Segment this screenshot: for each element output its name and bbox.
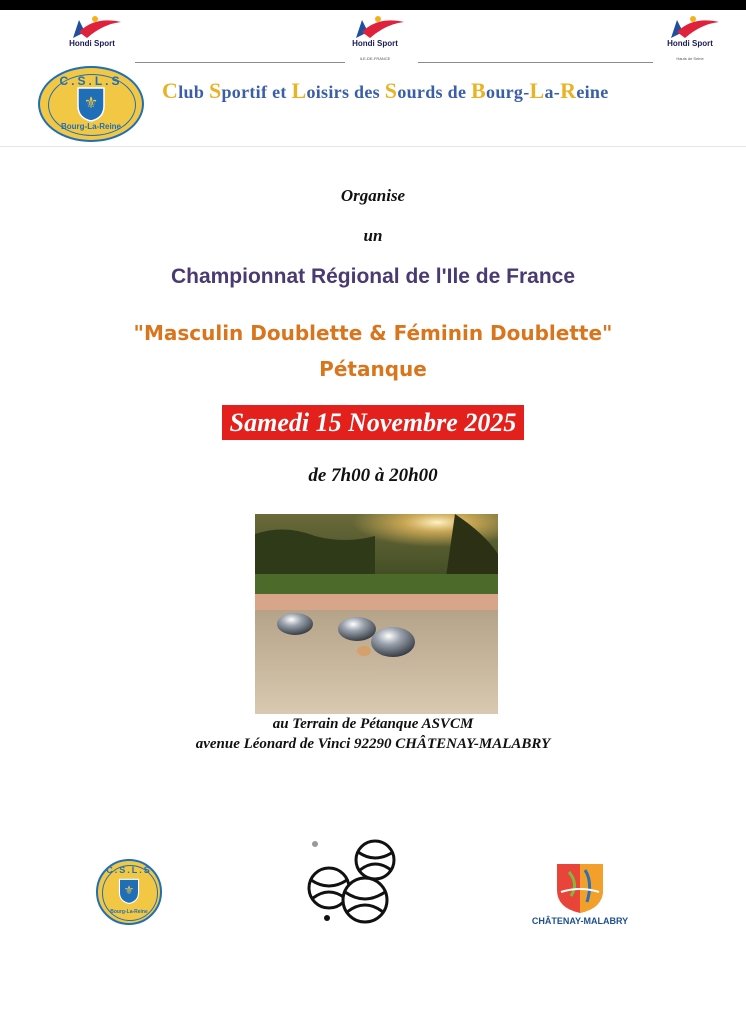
club-name-word: Reine [560, 78, 609, 103]
csls-logo-bottom-text: Bourg-La-Reine [110, 909, 148, 915]
csls-logo-bottom-text: Bourg-La-Reine [61, 122, 121, 131]
handisport-icon [65, 14, 125, 42]
chatenay-malabry-logo [520, 862, 640, 932]
handisport-region: Hauts de Seine [676, 56, 704, 61]
csls-logo-top-text: C.S.L.S [59, 74, 123, 88]
handisport-name: Hondi Sport [69, 39, 115, 48]
handisport-logo-left [57, 14, 127, 64]
un-text: un [363, 226, 383, 245]
csls-logo-top-text: C.S.L.S [106, 865, 152, 875]
organise-text: Organise [340, 186, 406, 205]
fleur-de-lis-shield-icon [118, 877, 140, 905]
category-text: "Masculin Doublette & Féminin Doublette" [133, 321, 613, 345]
handisport-region: ILE-DE-FRANCE [359, 56, 391, 61]
handisport-icon [348, 14, 408, 42]
header-line-left [135, 62, 345, 63]
handisport-logo-right [655, 14, 725, 64]
chatenay-shield-icon [555, 862, 605, 914]
event-hours: de 7h00 à 20h00 [308, 465, 438, 486]
top-black-bar [0, 0, 746, 10]
handisport-name: Hondi Sport [667, 39, 713, 48]
handisport-logo-center [340, 14, 410, 64]
csls-logo-footer [96, 859, 162, 925]
header-divider [0, 146, 746, 147]
location-line-1: au Terrain de Pétanque ASVCM [272, 716, 474, 732]
championship-title: Championnat Régional de l'Ile de France [170, 265, 576, 288]
handisport-icon [663, 14, 723, 42]
club-name [162, 78, 609, 104]
club-name-word: La- [529, 78, 561, 103]
petanque-photo [255, 514, 498, 714]
header-line-right [418, 62, 653, 63]
petanque-balls-icon [305, 838, 405, 928]
club-name-word: Sportif et [208, 78, 292, 103]
csls-logo-header [38, 66, 144, 142]
sport-text: Pétanque [319, 357, 427, 381]
club-name-word: Bourg- [471, 78, 530, 103]
event-date: Samedi 15 Novembre 2025 [229, 408, 517, 437]
svg-text:⚜: ⚜ [83, 93, 99, 112]
location-line-2: avenue Léonard de Vinci 92290 CHÂTENAY-MALABRY [195, 736, 551, 752]
club-name-word: Loisirs des [291, 78, 385, 103]
club-name-word: Sourds de [384, 78, 472, 103]
fleur-de-lis-shield-icon [76, 86, 106, 122]
club-name-word: Club [162, 78, 209, 103]
handisport-name: Hondi Sport [352, 39, 398, 48]
chatenay-label: CHÂTENAY-MALABRY [531, 916, 629, 926]
svg-text:⚜: ⚜ [123, 882, 135, 897]
